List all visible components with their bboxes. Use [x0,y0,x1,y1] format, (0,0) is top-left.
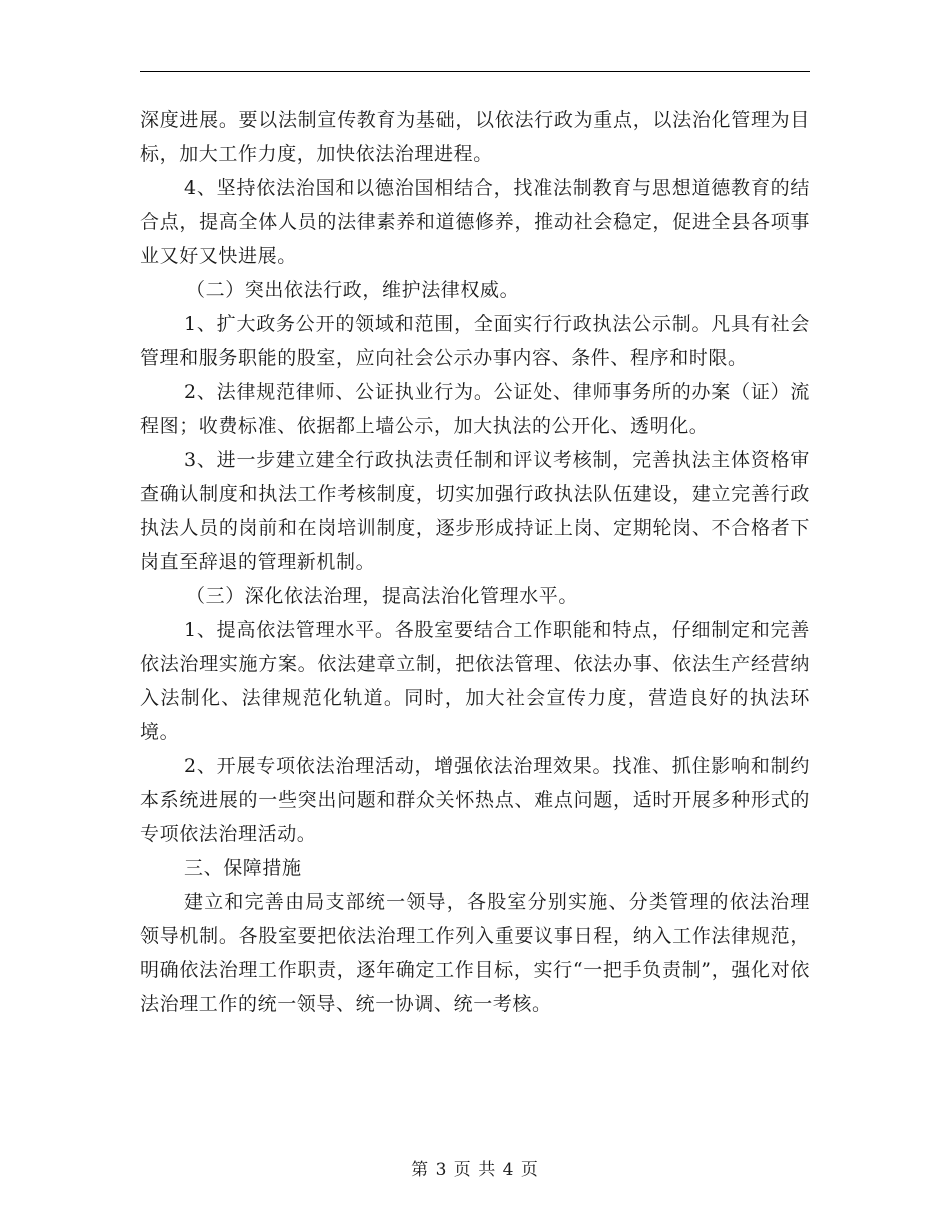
paragraph-item-1b: 1、提高依法管理水平。各股室要结合工作职能和特点，仔细制定和完善依法治理实施方案。依法建章立制，把依法管理、依法办事、依法生产经营纳入法制化、法律规范化轨道。同时，加大社会宣传力度，营造良好的执法环境。 [140,619,810,743]
page-footer: 第 3 页 共 4 页 [411,1160,539,1180]
header-rule [140,71,810,72]
paragraph-safeguards: 建立和完善由局支部统一领导，各股室分别实施、分类管理的依法治理领导机制。各股室要把依法治理工作列入重要议事日程，纳入工作法律规范，明确依法治理工作职责，逐年确定工作目标，实行“一把手负责制”，强化对依法治理工作的统一领导、统一协调、统一考核。 [140,891,810,1015]
document-body [140,103,810,1021]
section-heading-3: （三）深化依法治理，提高法治化管理水平。 [186,585,579,607]
paragraph-item-2b: 2、开展专项依法治理活动，增强依法治理效果。找准、抓住影响和制约本系统进展的一些突出问题和群众关怀热点、难点问题，适时开展多种形式的专项依法治理活动。 [140,755,810,845]
paragraph-item-3: 3、进一步建立建全行政执法责任制和评议考核制，完善执法主体资格审查确认制度和执法工作考核制度，切实加强行政执法队伍建设，建立完善行政执法人员的岗前和在岗培训制度，逐步形成持证上岗、定期轮岗、不合格者下岗直至辞退的管理新机制。 [140,449,810,573]
paragraph-item-4: 4、坚持依法治国和以德治国相结合，找准法制教育与思想道德教育的结合点，提高全体人员的法律素养和道德修养，推动社会稳定，促进全县各项事业又好又快进展。 [140,177,810,267]
paragraph-item-2: 2、法律规范律师、公证执业行为。公证处、律师事务所的办案（证）流程图；收费标准、依据都上墙公示，加大执法的公开化、透明化。 [140,381,810,437]
section-heading-2: （二）突出依法行政，维护法律权威。 [186,279,520,301]
section-heading-safeguards: 三、保障措施 [184,857,302,879]
paragraph-continuation: 深度进展。要以法制宣传教育为基础，以依法行政为重点，以法治化管理为目标，加大工作力度，加快依法治理进程。 [140,109,810,165]
paragraph-item-1: 1、扩大政务公开的领域和范围，全面实行行政执法公示制。凡具有社会管理和服务职能的股室，应向社会公示办事内容、条件、程序和时限。 [140,313,810,369]
